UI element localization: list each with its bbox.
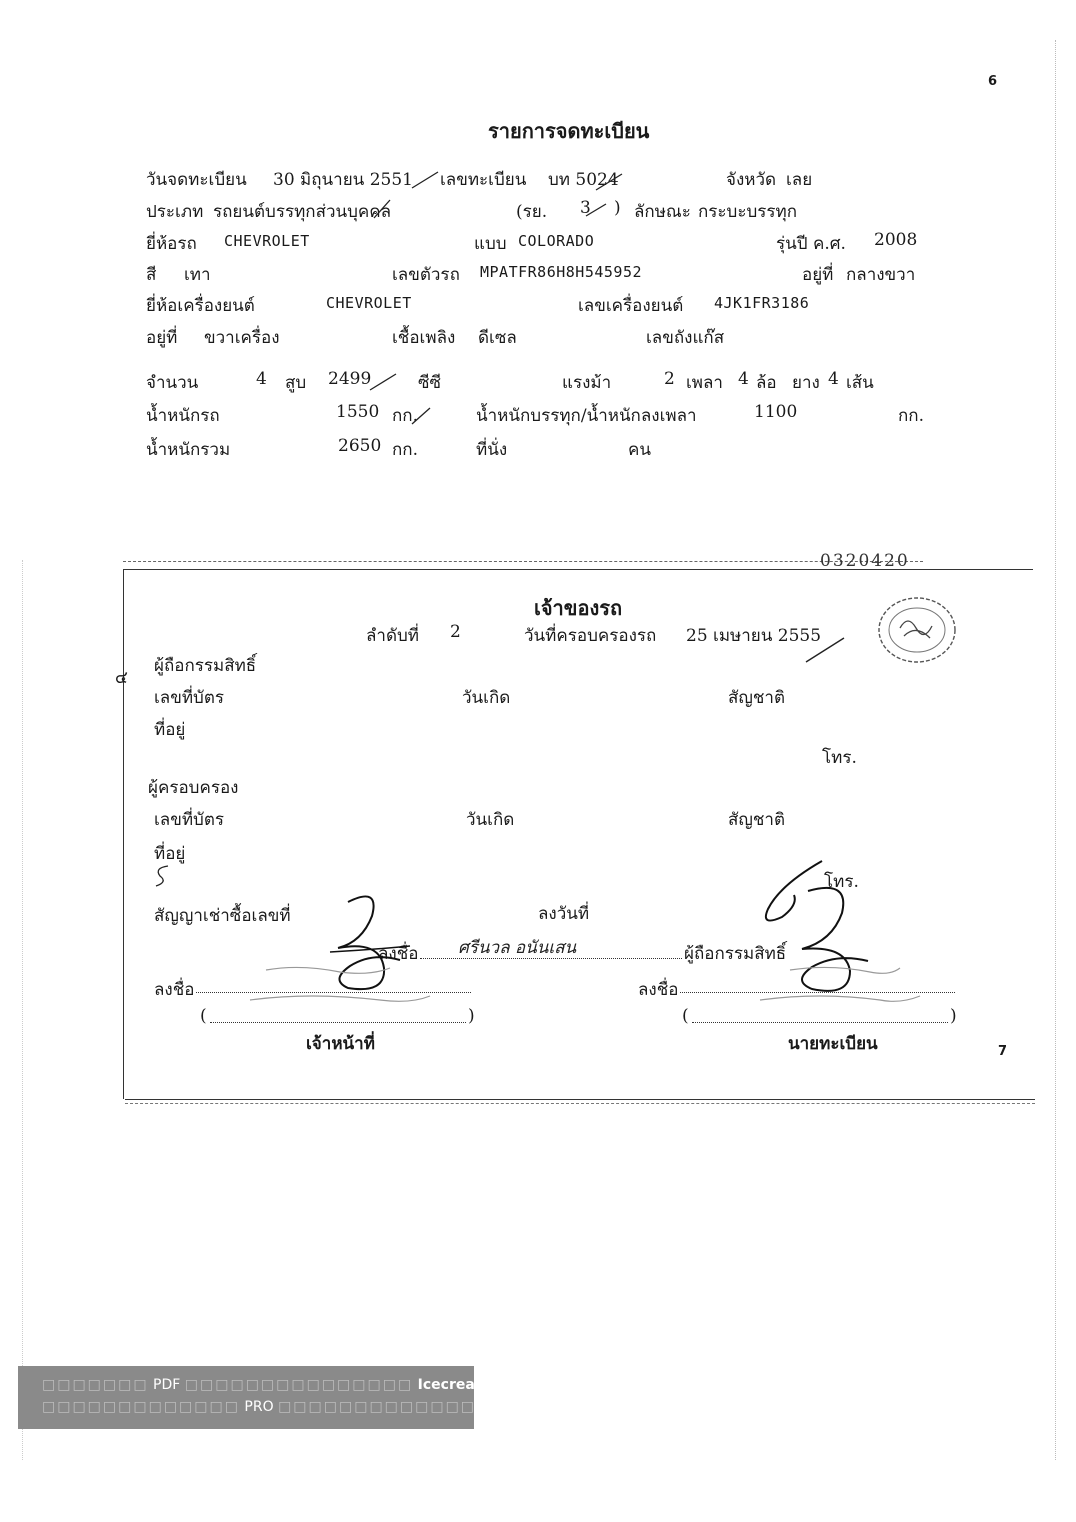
engine-brand-value: CHEVROLET <box>326 294 412 312</box>
tire-value: 4 <box>828 369 839 389</box>
tire-label: ยาง <box>792 373 820 393</box>
chassis-loc-label: อยู่ที่ <box>802 265 834 285</box>
holder-label: ผู้ถือกรรมสิทธิ์ <box>154 656 257 676</box>
gas-tank-label: เลขถังแก๊ส <box>646 328 725 348</box>
character-label: ลักษณะ <box>634 202 691 222</box>
officer-paren-close: ) <box>468 1006 475 1026</box>
registration-title: รายการจดทะเบียน <box>488 119 650 143</box>
owner-box-left <box>123 569 124 1099</box>
owner-box-bottom-dashed <box>125 1103 1035 1104</box>
page-number-top: 6 <box>988 74 998 89</box>
chassis-value: MPATFR86H8H545952 <box>480 263 643 281</box>
watermark-icecream-text: Icecream PDF <box>417 1377 526 1393</box>
page-edge-left <box>22 560 23 1460</box>
watermark-top-row <box>42 1377 526 1393</box>
model-year-label: รุ่นปี ค.ศ. <box>776 234 846 254</box>
fuel-label: เชื้อเพลิง <box>392 328 456 348</box>
horsepower-label: แรงม้า <box>562 373 612 393</box>
watermark-placeholder-squares: □□□□□□□□□□□□□ <box>278 1399 477 1415</box>
watermark-placeholder-squares: □□□□□□□□□□□□□ <box>42 1399 240 1415</box>
registrar-sign-label: ลงชื่อ <box>638 980 679 1000</box>
holder-role-label: ผู้ถือกรรมสิทธิ์ <box>684 944 787 964</box>
stamp-seal <box>872 594 962 670</box>
watermark-banner <box>18 1366 526 1429</box>
possessor-birth-label: วันเกิด <box>466 810 515 830</box>
watermark-pdf-text: PDF <box>153 1377 181 1393</box>
total-weight-label: น้ำหนักรวม <box>146 440 231 460</box>
engine-brand-label: ยี่ห้อเครื่องยนต์ <box>146 296 255 316</box>
character-value: กระบะบรรทุก <box>698 202 798 222</box>
handwritten-mark-s <box>150 862 180 888</box>
load-label: น้ำหนักบรรทุก/น้ำหนักลงเพลา <box>476 406 697 426</box>
holder-phone-label: โทร. <box>822 748 857 768</box>
owner-box-top <box>123 569 1033 570</box>
type-label: ประเภท <box>146 202 204 222</box>
load-value: 1100 <box>754 402 798 422</box>
chassis-label: เลขตัวรถ <box>392 265 460 285</box>
axle-value: 2 <box>664 369 675 389</box>
officer-paren-open: ( <box>200 1006 207 1026</box>
brand-label: ยี่ห้อรถ <box>146 234 197 254</box>
signer-sign-label: ลงชื่อ <box>378 944 419 964</box>
wheel-label: ล้อ <box>756 373 777 393</box>
seats-unit: คน <box>628 440 651 460</box>
engine-loc-label: อยู่ที่ <box>146 328 178 348</box>
handwritten-tick-date <box>800 630 850 670</box>
handwritten-ticks <box>0 0 1076 480</box>
page-number-bottom: 7 <box>998 1044 1008 1059</box>
total-weight-unit: กก. <box>392 440 418 460</box>
type-value: รถยนต์บรรทุกส่วนบุคคล <box>213 202 392 222</box>
possessor-id-label: เลขที่บัตร <box>154 810 225 830</box>
owner-box-top-dashed <box>123 561 923 562</box>
reg-date-value: 30 มิถุนายน 2551 <box>273 170 413 190</box>
engine-no-value: 4JK1FR3186 <box>714 294 810 312</box>
possessor-nationality-label: สัญชาติ <box>728 810 785 830</box>
axle-label: เพลา <box>686 373 723 393</box>
serial-number-fragment: 0320420 <box>820 551 910 568</box>
officer-sign-label: ลงชื่อ <box>154 980 195 1000</box>
seats-label: ที่นั่ง <box>476 440 508 460</box>
possessor-phone-label: โทร. <box>824 872 859 892</box>
possessor-address-label: ที่อยู่ <box>154 844 186 864</box>
lease-contract-label: สัญญาเช่าซื้อเลขที่ <box>154 906 291 926</box>
watermark-pro-text: PRO <box>244 1399 274 1415</box>
chassis-loc-value: กลางขวา <box>846 265 916 285</box>
order-value: 2 <box>450 622 461 642</box>
engine-loc-value: ขวาเครื่อง <box>204 328 280 348</box>
count-value: 4 <box>256 369 267 389</box>
watermark-placeholder-squares: □□□□□□□□□□□□□□□ <box>184 1377 414 1393</box>
registrar-label: นายทะเบียน <box>788 1034 878 1054</box>
possession-date-value: 25 เมษายน 2555 <box>686 626 822 646</box>
engine-no-label: เลขเครื่องยนต์ <box>578 296 684 316</box>
province-label: จังหวัด <box>726 170 777 190</box>
holder-id-label: เลขที่บัตร <box>154 688 225 708</box>
province-value: เลย <box>786 170 813 190</box>
signer-name-handwritten: ศรีนวล อนันเสน <box>458 938 577 958</box>
tire-unit: เส้น <box>846 373 874 393</box>
plate-value: บท 5024 <box>548 170 619 190</box>
total-weight-value: 2650 <box>338 436 382 456</box>
model-label: แบบ <box>474 234 507 254</box>
faded-stamp-text <box>230 960 950 1020</box>
registrar-paren-open: ( <box>682 1006 689 1026</box>
order-label: ลำดับที่ <box>366 626 420 646</box>
holder-nationality-label: สัญชาติ <box>728 688 785 708</box>
owner-title: เจ้าของรถ <box>534 596 623 620</box>
weight-label: น้ำหนักรถ <box>146 406 220 426</box>
model-year-value: 2008 <box>874 230 918 250</box>
weight-unit: กก. <box>392 406 418 426</box>
officer-label: เจ้าหน้าที่ <box>306 1034 375 1054</box>
margin-mark: ๔ <box>115 668 128 688</box>
reg-date-label: วันจดทะเบียน <box>146 170 247 190</box>
cylinder-label: สูบ <box>285 373 307 393</box>
count-label: จำนวน <box>146 373 199 393</box>
wheel-value: 4 <box>738 369 749 389</box>
color-label: สี <box>146 265 157 285</box>
rs-value: 3 <box>580 198 591 218</box>
registrar-paren-close: ) <box>950 1006 957 1026</box>
rs-close: ) <box>614 198 621 218</box>
model-value: COLORADO <box>518 232 595 250</box>
cc-value: 2499 <box>328 369 372 389</box>
load-unit: กก. <box>898 406 924 426</box>
fuel-value: ดีเซล <box>478 328 517 348</box>
holder-birth-label: วันเกิด <box>462 688 511 708</box>
rs-label: (รย. <box>516 202 548 222</box>
plate-label: เลขทะเบียน <box>440 170 527 190</box>
owner-box-bottom <box>125 1099 1035 1100</box>
cc-label: ซีซี <box>418 373 442 393</box>
watermark-placeholder-squares: □□□□□□□ <box>42 1377 149 1393</box>
brand-value: CHEVROLET <box>224 232 310 250</box>
sign-date-label: ลงวันที่ <box>538 904 590 924</box>
possession-date-label: วันที่ครอบครองรถ <box>524 626 657 646</box>
holder-address-label: ที่อยู่ <box>154 720 186 740</box>
color-value: เทา <box>184 265 211 285</box>
watermark-bottom-row <box>42 1399 476 1415</box>
weight-value: 1550 <box>336 402 380 422</box>
possessor-label: ผู้ครอบครอง <box>148 778 239 798</box>
